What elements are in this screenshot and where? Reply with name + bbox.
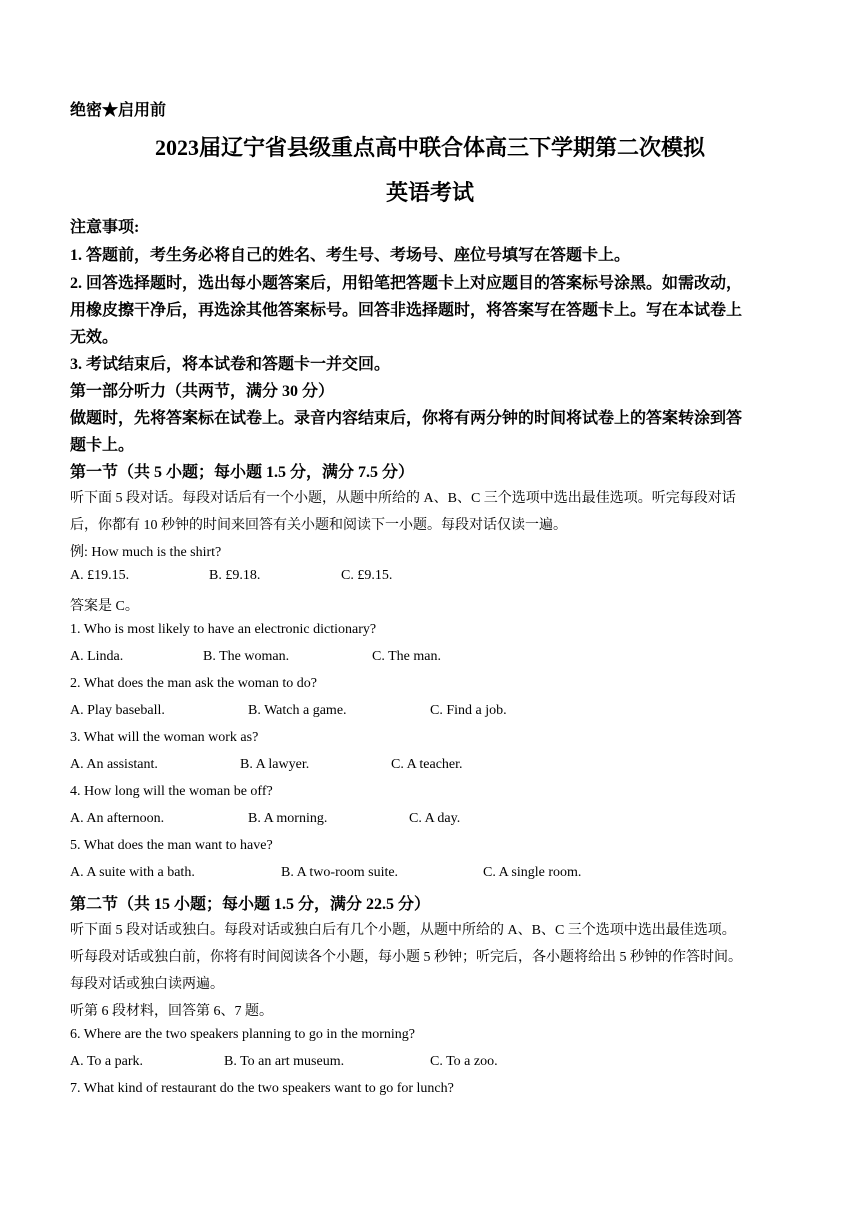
example-answer: 答案是 C。 xyxy=(70,599,139,614)
q5-option-b: B. A two-room suite. xyxy=(281,865,399,880)
section2-instructions-cont: 每段对话或独白读两遍。 xyxy=(70,977,224,992)
question-5: 5. What does the man want to have? xyxy=(70,838,273,853)
question-6: 6. Where are the two speakers planning to go in the morning? xyxy=(70,1027,415,1042)
question-2: 2. What does the man ask the woman to do? xyxy=(70,676,318,691)
section1-instructions-cont: 后，你都有 10 秒钟的时间来回答有关小题和阅读下一小题。每段对话仅读一遍。 xyxy=(70,518,567,533)
example-option-c: C. £9.15. xyxy=(341,568,393,583)
question-1: 1. Who is most likely to have an electronic dictionary? xyxy=(70,622,377,637)
section2-instructions: 听下面 5 段对话或独白。每段对话或独白后有几个小题，从题中所给的 A、B、C 三个选项中选出最佳选项。 xyxy=(70,923,736,938)
question-4: 4. How long will the woman be off? xyxy=(70,784,273,799)
q3-option-a: A. An assistant. xyxy=(70,757,158,772)
q3-option-b: B. A lawyer. xyxy=(240,757,310,772)
q4-option-c: C. A day. xyxy=(409,811,461,826)
notice-item-3: 3. 考试结束后，将本试卷和答题卡一并交回。 xyxy=(70,356,391,373)
q6-option-c: C. To a zoo. xyxy=(430,1054,498,1069)
exam-subtitle: 英语考试 xyxy=(385,180,474,205)
q5-option-c: C. A single room. xyxy=(483,865,582,880)
q2-option-b: B. Watch a game. xyxy=(248,703,347,718)
confidential-label: 绝密★启用前 xyxy=(70,102,167,119)
notice-item-2: 2. 回答选择题时，选出每小题答案后，用铅笔把答题卡上对应题目的答案标号涂黑。如需改动， xyxy=(70,275,743,292)
section1-heading: 第一节（共 5 小题；每小题 1.5 分，满分 7.5 分） xyxy=(70,464,415,481)
material-note: 听第 6 段材料，回答第 6、7 题。 xyxy=(70,1004,273,1019)
notice-item-1: 1. 答题前，考生务必将自己的姓名、考生号、考场号、座位号填写在答题卡上。 xyxy=(70,247,631,264)
section2-heading: 第二节（共 15 小题；每小题 1.5 分，满分 22.5 分） xyxy=(70,896,431,913)
example-question: 例: How much is the shirt? xyxy=(70,545,222,560)
example-option-a: A. £19.15. xyxy=(70,568,130,583)
q3-option-c: C. A teacher. xyxy=(391,757,463,772)
section1-instructions: 听下面 5 段对话。每段对话后有一个小题，从题中所给的 A、B、C 三个选项中选出最佳选项。听完每段对话 xyxy=(70,491,736,506)
q2-option-a: A. Play baseball. xyxy=(70,703,165,718)
q1-option-a: A. Linda. xyxy=(70,649,124,664)
q6-option-a: A. To a park. xyxy=(70,1054,144,1069)
q4-option-a: A. An afternoon. xyxy=(70,811,165,826)
section2-instructions-cont: 听每段对话或独白前，你将有时间阅读各个小题，每小题 5 秒钟；听完后，各小题将给出 5 秒钟的作答时间。 xyxy=(70,950,742,965)
q2-option-c: C. Find a job. xyxy=(430,703,507,718)
question-3: 3. What will the woman work as? xyxy=(70,730,259,745)
part1-instructions: 做题时，先将答案标在试卷上。录音内容结束后，你将有两分钟的时间将试卷上的答案转涂到答 xyxy=(70,410,743,427)
part1-heading: 第一部分听力（共两节，满分 30 分） xyxy=(70,383,335,400)
q4-option-b: B. A morning. xyxy=(248,811,328,826)
q6-option-b: B. To an art museum. xyxy=(224,1054,345,1069)
part1-instructions-cont: 题卡上。 xyxy=(70,437,135,454)
q5-option-a: A. A suite with a bath. xyxy=(70,865,195,880)
exam-title: 2023届辽宁省县级重点高中联合体高三下学期第二次模拟 xyxy=(154,135,705,160)
q1-option-c: C. The man. xyxy=(372,649,441,664)
notice-item-2-cont: 无效。 xyxy=(70,329,119,346)
q1-option-b: B. The woman. xyxy=(203,649,290,664)
notice-item-2-cont: 用橡皮擦干净后，再选涂其他答案标号。回答非选择题时，将答案写在答题卡上。写在本试卷上 xyxy=(70,302,743,319)
question-7: 7. What kind of restaurant do the two speakers want to go for lunch? xyxy=(70,1081,454,1096)
notice-heading: 注意事项: xyxy=(70,219,140,236)
example-option-b: B. £9.18. xyxy=(209,568,261,583)
